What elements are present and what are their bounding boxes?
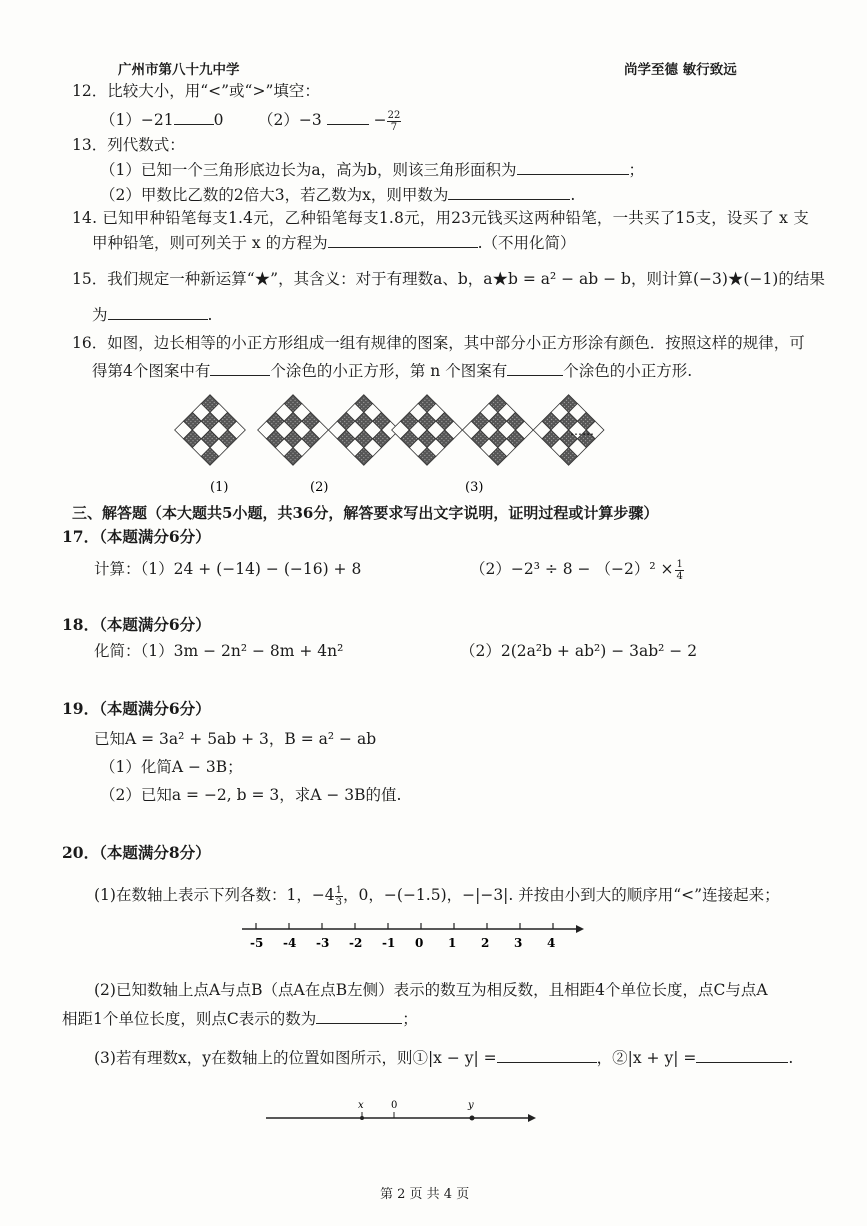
q20-blank1[interactable] (316, 1007, 402, 1024)
q13-part1-end: ； (628, 161, 645, 179)
q17-part2-text: （2）−2³ ÷ 8 − （−2）² × (470, 560, 674, 578)
axis-tick-label: -1 (382, 936, 396, 950)
q20-part2-end: ； (402, 1010, 418, 1028)
q18-part2: （2）2(2a²b + ab²) − 3ab² − 2 (460, 642, 698, 660)
axis-tick-label: -3 (316, 936, 330, 950)
pattern-ellipsis: …… (570, 424, 594, 438)
pattern-3-label: (3) (465, 480, 484, 495)
q19-title: 19．（本题满分6分） (62, 699, 211, 718)
q12-blank1[interactable] (174, 108, 214, 125)
q14-line1: 14. 已知甲种铅笔每支1.4元，乙种铅笔每支1.8元，用23元钱买这两种铅笔，一共买了15支，设买了 x 支 (72, 209, 809, 227)
q16-line2-c: 个涂色的小正方形. (563, 362, 693, 380)
q15-blank[interactable] (108, 303, 208, 320)
axis-tick-label: -5 (250, 936, 264, 950)
q20-part1-a: (1)在数轴上表示下列各数：1，−4 (94, 886, 335, 904)
q13-blank2[interactable] (448, 183, 570, 200)
pattern-2 (258, 395, 400, 466)
pattern-1-label: (1) (210, 480, 229, 495)
axis-tick-label: -2 (349, 936, 363, 950)
q13-title: 13．列代数式： (72, 136, 185, 154)
q20-fraction (335, 885, 343, 908)
q17-frac-den: 4 (676, 570, 683, 582)
q20-part3-b: ，②|x + y| = (596, 1049, 697, 1067)
axis-tick-label: 4 (547, 936, 556, 950)
q20-part1-b: ，0，−(−1.5)，−|−3|. 并按由小到大的顺序用“<”连接起来； (343, 886, 780, 904)
q14-blank[interactable] (328, 231, 478, 248)
q19-given: 已知A = 3a² + 5ab + 3，B = a² − ab (94, 730, 377, 748)
q16-blank2[interactable] (507, 359, 563, 376)
q13-part1 (100, 158, 644, 181)
q20-blank2[interactable] (497, 1046, 597, 1063)
q13-part2 (100, 183, 575, 206)
q16-line2 (92, 359, 692, 382)
q20-part3-a: (3)若有理数x，y在数轴上的位置如图所示，则①|x − y| = (94, 1049, 497, 1067)
axis-tick-label: -4 (283, 936, 297, 950)
q12-minus-sign: − (373, 111, 387, 129)
q12-blank2[interactable] (327, 108, 369, 125)
q14-line2 (92, 231, 576, 254)
q13-part2-text: （2）甲数比乙数的2倍大3，若乙数为x，则甲数为 (100, 186, 449, 204)
pattern-2-label: (2) (310, 480, 329, 495)
q16-pattern-figure (160, 385, 640, 505)
q20-xy-number-line (262, 1096, 542, 1136)
q20-frac-den: 3 (335, 896, 343, 908)
q20-part3-end: . (788, 1049, 794, 1067)
q20-part1 (94, 884, 780, 908)
q20-blank3[interactable] (696, 1046, 788, 1063)
axis2-y-label: y (468, 1100, 474, 1111)
q20-number-line[interactable] (236, 915, 586, 960)
page-footer: 第 2 页 共 4 页 (380, 1187, 470, 1202)
q18-title: 18．（本题满分6分） (62, 615, 211, 634)
q12-frac-den: 7 (390, 121, 398, 133)
q20-title: 20．（本题满分8分） (62, 843, 211, 862)
axis-tick-label: 0 (415, 936, 424, 950)
q17-part2 (470, 558, 684, 582)
q15-line2-text: 为 (92, 306, 108, 324)
q16-line2-b: 个涂色的小正方形，第 n 个图案有 (270, 362, 508, 380)
q16-line2-a: 得第4个图案中有 (92, 362, 211, 380)
q17-frac-num: 1 (676, 558, 683, 570)
q13-part2-end: . (570, 186, 576, 204)
q15-line2 (92, 303, 212, 326)
q15-line1: 15．我们规定一种新运算“★”，其含义：对于有理数a、b，a★b = a² − ab − b，则计算(−3)★(−1)的结果 (72, 270, 825, 288)
q12-part2-left: （2）−3 (258, 111, 322, 129)
q20-part2-line1: (2)已知数轴上点A与点B（点A在点B左侧）表示的数互为相反数，且相距4个单位长度，点C与点A (94, 981, 768, 999)
school-motto: 尚学至德 敏行致远 (624, 62, 737, 78)
q12-fraction (387, 110, 402, 133)
pattern-1 (175, 395, 246, 466)
section3-heading: 三、解答题（本大题共5小题，共36分，解答要求写出文字说明，证明过程或计算步骤） (72, 504, 659, 522)
q18-part1: 化简：（1）3m − 2n² − 8m + 4n² (94, 642, 344, 660)
q12-part1-right: 0 (213, 111, 224, 129)
q14-line2-text: 甲种铅笔，则可列关于 x 的方程为 (92, 234, 328, 252)
axis-tick-label: 1 (448, 936, 457, 950)
q15-line2-end: . (207, 306, 213, 324)
q12-part1 (100, 108, 223, 131)
q16-line1: 16．如图，边长相等的小正方形组成一组有规律的图案，其中部分小正方形涂有颜色．按照这样的规律，可 (72, 334, 805, 352)
q20-part2-line2 (62, 1007, 418, 1030)
q20-part3 (94, 1046, 793, 1069)
q17-fraction (675, 559, 683, 582)
axis2-zero-label: 0 (391, 1100, 398, 1111)
q19-part1: （1）化简A − 3B； (100, 758, 243, 776)
q13-part1-text: （1）已知一个三角形底边长为a，高为b，则该三角形面积为 (100, 161, 517, 179)
q12-part1-left: （1）−21 (100, 111, 174, 129)
q20-part2-text: 相距1个单位长度，则点C表示的数为 (62, 1010, 317, 1028)
q14-line2-end: .（不用化简） (477, 234, 576, 252)
q20-frac-num: 1 (335, 884, 343, 896)
q12-title: 12．比较大小，用“<”或“>”填空： (72, 82, 320, 100)
q19-part2: （2）已知a = −2, b = 3，求A − 3B的值. (100, 786, 402, 804)
axis2-x-label: x (358, 1100, 364, 1111)
school-name: 广州市第八十九中学 (118, 62, 240, 78)
axis-tick-label: 2 (481, 936, 490, 950)
q12-part2 (258, 108, 401, 133)
q17-part1: 计算：（1）24 + (−14) − (−16) + 8 (94, 560, 362, 578)
axis-tick-label: 3 (514, 936, 523, 950)
q16-blank1[interactable] (210, 359, 270, 376)
q17-title: 17．（本题满分6分） (62, 527, 211, 546)
q13-blank1[interactable] (517, 158, 629, 175)
q12-frac-num: 22 (387, 109, 401, 121)
